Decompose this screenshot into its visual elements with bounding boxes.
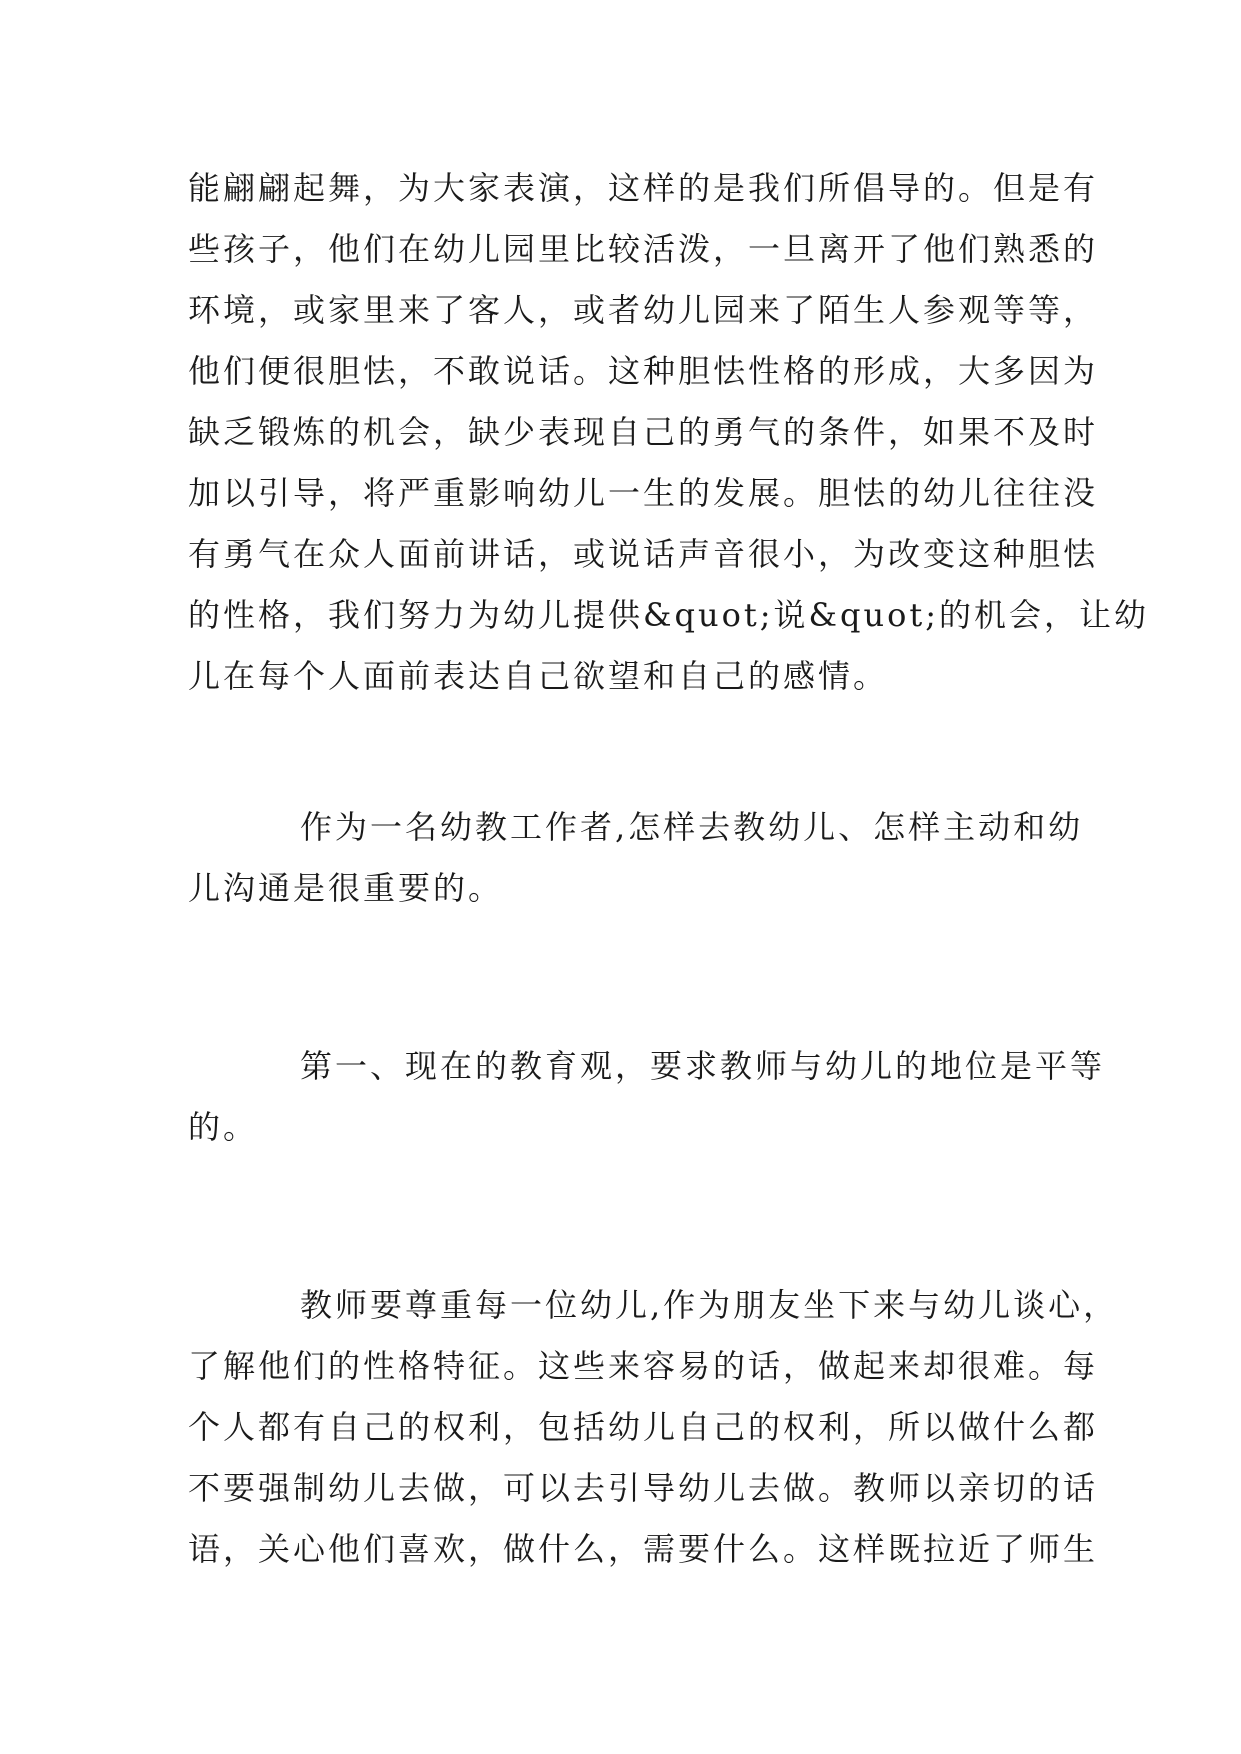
paragraph-2 [188, 797, 1084, 919]
paragraph-line: 了解他们的性格特征。这些来容易的话，做起来却很难。每 [188, 1347, 1099, 1385]
paragraph-line: 些孩子，他们在幼儿园里比较活泼，一旦离开了他们熟悉的 [188, 230, 1099, 268]
paragraph-line: 缺乏锻炼的机会，缺少表现自己的勇气的条件，如果不及时 [188, 413, 1099, 451]
paragraph-1 [188, 158, 1149, 707]
paragraph-line: 第一、现在的教育观，要求教师与幼儿的地位是平等 [300, 1047, 1106, 1085]
paragraph-line: 他们便很胆怯，不敢说话。这种胆怯性格的形成，大多因为 [188, 352, 1099, 390]
paragraph-line: 环境，或家里来了客人，或者幼儿园来了陌生人参观等等， [188, 291, 1099, 329]
paragraph-line: 儿沟通是很重要的。 [188, 869, 504, 907]
paragraph-line: 不要强制幼儿去做，可以去引导幼儿去做。教师以亲切的话 [188, 1469, 1099, 1507]
paragraph-4 [188, 1275, 1119, 1580]
paragraph-line: 语，关心他们喜欢，做什么，需要什么。这样既拉近了师生 [188, 1530, 1099, 1568]
paragraph-line: 个人都有自己的权利，包括幼儿自己的权利，所以做什么都 [188, 1408, 1099, 1446]
paragraph-line: 儿在每个人面前表达自己欲望和自己的感情。 [188, 657, 889, 695]
paragraph-line: 教师要尊重每一位幼儿,作为朋友坐下来与幼儿谈心， [300, 1286, 1119, 1324]
paragraph-3 [188, 1036, 1106, 1158]
paragraph-line: 能翩翩起舞，为大家表演，这样的是我们所倡导的。但是有 [188, 169, 1099, 207]
paragraph-line: 的。 [188, 1108, 259, 1146]
paragraph-line: 有勇气在众人面前讲话，或说话声音很小，为改变这种胆怯 [188, 535, 1099, 573]
paragraph-line: 作为一名幼教工作者,怎样去教幼儿、怎样主动和幼 [300, 808, 1084, 846]
paragraph-line: 的性格，我们努力为幼儿提供&quot;说&quot;的机会，让幼 [188, 596, 1149, 634]
paragraph-line: 加以引导，将严重影响幼儿一生的发展。胆怯的幼儿往往没 [188, 474, 1099, 512]
